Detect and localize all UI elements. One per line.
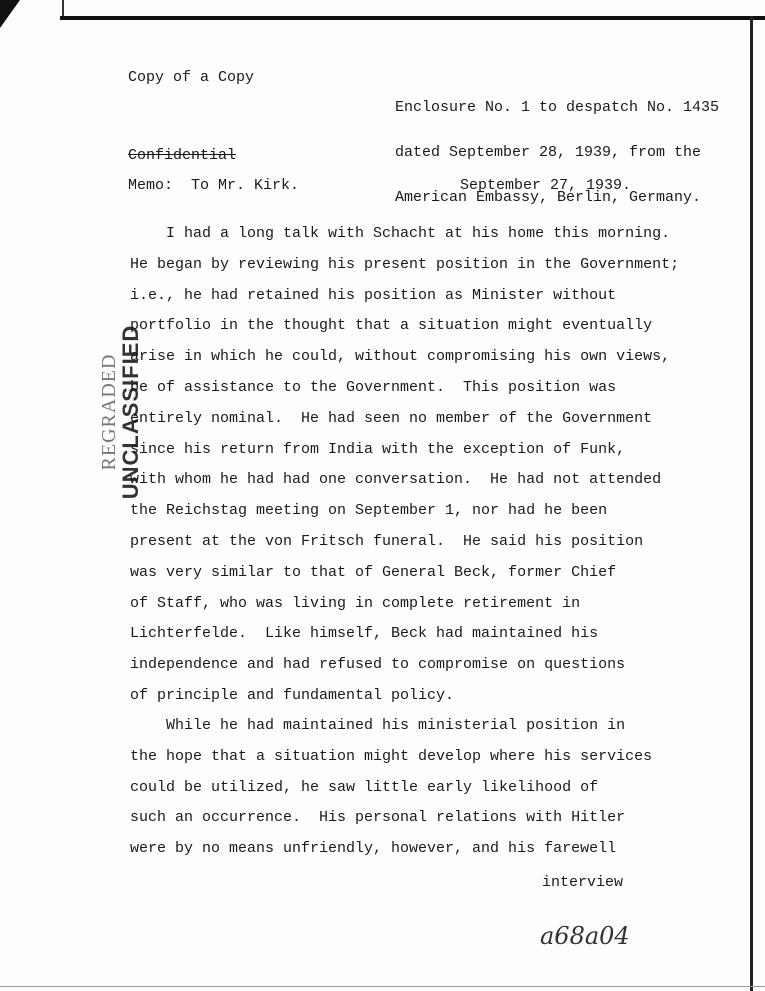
stamp-line: UNCLASSIFIED bbox=[118, 324, 143, 500]
body-line: the hope that a situation might develop where his services bbox=[130, 747, 653, 765]
enclosure-line: Enclosure No. 1 to despatch No. 1435 bbox=[395, 99, 720, 116]
body-line: the Reichstag meeting on September 1, nor had he been bbox=[130, 502, 608, 520]
enclosure-note bbox=[395, 70, 719, 220]
body-line: While he had maintained his ministerial position in bbox=[130, 717, 626, 734]
body-line: be of assistance to the Government. This position was bbox=[130, 379, 617, 396]
body-line: present at the von Fritsch funeral. He said his position bbox=[130, 533, 644, 550]
stamp-line: REGRADED bbox=[98, 353, 120, 471]
body-line: independence and had refused to compromise on questions bbox=[130, 656, 626, 674]
body-line: such an occurrence. His personal relations with Hitler bbox=[130, 809, 626, 827]
bottom-edge bbox=[0, 986, 765, 987]
body-line: portfolio in the thought that a situation might eventually bbox=[130, 317, 653, 335]
body-line: He began by reviewing his present position in the Government; bbox=[130, 255, 680, 273]
memo-date: September 27, 1939. bbox=[460, 177, 632, 194]
body-line: could be utilized, he saw little early likelihood of bbox=[130, 778, 599, 796]
body-line: i.e., he had retained his position as Minister without bbox=[130, 286, 617, 304]
page-corner-mark bbox=[0, 0, 20, 28]
body-line: with whom he had had one conversation. He had not attended bbox=[130, 471, 662, 489]
body-line: arise in which he could, without compromising his own views, bbox=[130, 348, 671, 366]
body-line: entirely nominal. He had seen no member of the Government bbox=[130, 409, 653, 427]
right-border-line bbox=[750, 16, 753, 991]
body-line: was very similar to that of General Beck, former Chief bbox=[130, 563, 617, 581]
copy-note: Copy of a Copy bbox=[128, 69, 255, 86]
body-line: were by no means unfriendly, however, and his farewell bbox=[130, 840, 617, 858]
body-line: Lichterfelde. Like himself, Beck had maintained his bbox=[130, 625, 599, 643]
classification-struck: Confidential bbox=[128, 147, 237, 164]
enclosure-line: American Embassy, Berlin, Germany. bbox=[395, 189, 702, 206]
body-line: of Staff, who was living in complete retirement in bbox=[130, 594, 581, 612]
enclosure-line: dated September 28, 1939, from the bbox=[395, 144, 702, 161]
catchword: interview bbox=[542, 874, 624, 891]
top-border-line bbox=[60, 16, 765, 20]
memo-recipient: Memo: To Mr. Kirk. bbox=[128, 177, 300, 194]
body-line: I had a long talk with Schacht at his home this morning. bbox=[130, 225, 671, 242]
body-line: since his return from India with the exception of Funk, bbox=[130, 440, 626, 458]
body-line: of principle and fundamental policy. bbox=[130, 687, 455, 704]
handwritten-archive-number: a68a04 bbox=[540, 922, 630, 950]
